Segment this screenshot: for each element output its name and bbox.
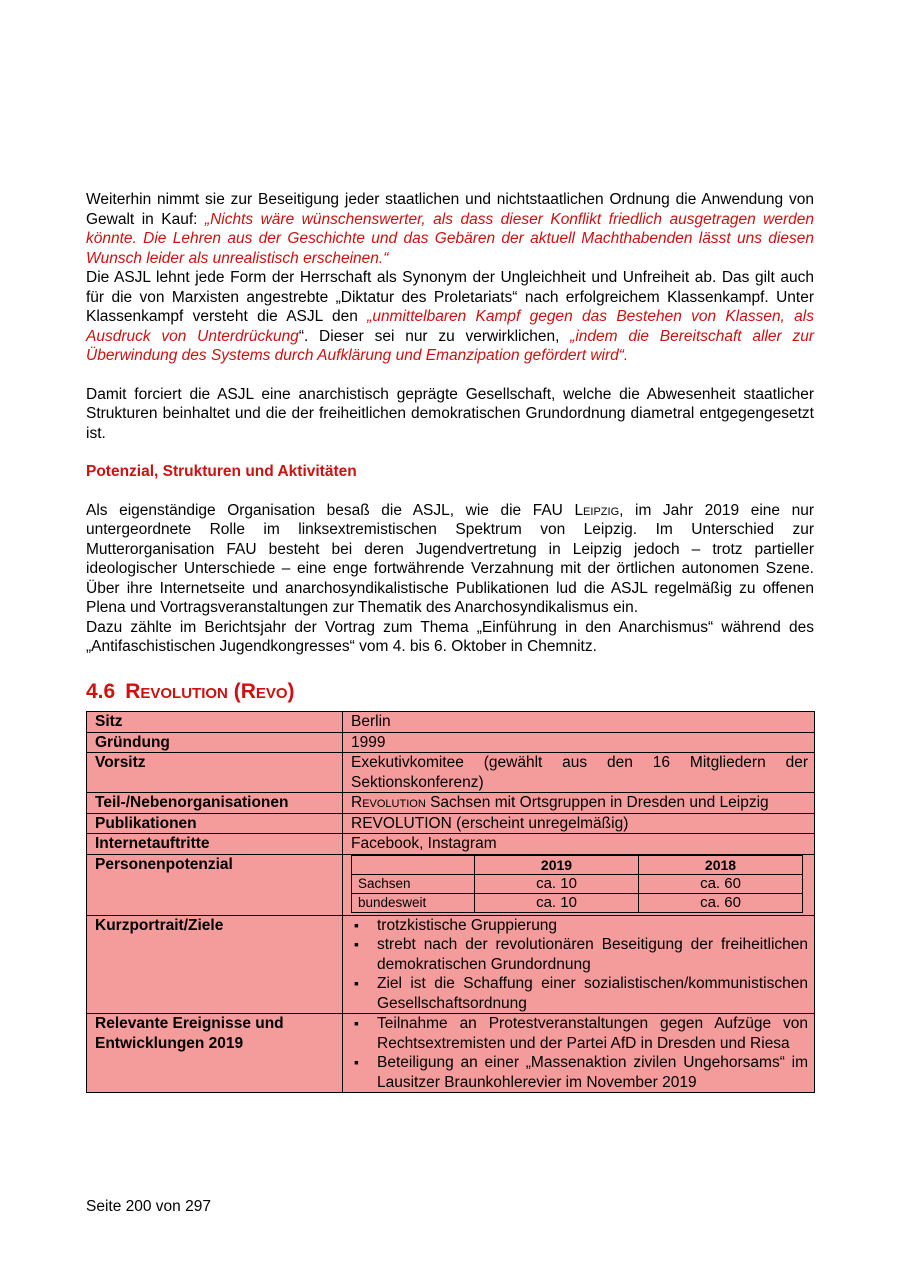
sub-heading: Potenzial, Strukturen und Aktivitäten [86, 463, 357, 480]
table-row [87, 732, 815, 753]
value-vorsitz: Exekutivkomitee (gewählt aus den 16 Mitgliedern der Sektionskonferenz) [343, 753, 815, 793]
paragraph-potential: Als eigenständige Organisation besaß die ASJL, wie die FAU Leipzig, im Jahr 2019 eine nur untergeordnete Rolle im linksextremistischen Spektrum von Leipzig. Im Unterschied zur Mutterorganisation FAU besteht bei deren Jugendvertretung in Leipzig jedoch – trotz partieller ideologischer Unterschiede – eine enge fortwährende Verzahnung mit der örtlichen autonomen Szene. Über ihre Internetseite und anarchosyndikalistische Publikationen lud die ASJL regelmäßig zu offenen Plena und Vortragsveranstaltungen zur Thematik des Anarchosyndikalismus ein. [86, 501, 814, 616]
paragraph-class-struggle: Die ASJL lehnt jede Form der Herrschaft als Synonym der Ungleichheit und Unfreiheit ab. Das gilt auch für die von Marxisten angestrebte „Diktatur des Proletariats“ nach erfolgreichem Klassenkampf. Unter Klassenkampf versteht die ASJL den „unmittelbaren Kampf gegen das Bestehen von Klassen, als Ausdruck von Unterdrückung“. Dieser sei nur zu verwirklichen, „indem die Bereitschaft aller zur Überwindung des Systems durch Aufklärung und Emanzipation gefördert wird“. [86, 269, 814, 364]
list-item: ▪ Ziel ist die Schaffung einer sozialistischen/kommunistischen Gesellschaftsordnung [351, 974, 808, 1013]
table-row [87, 753, 815, 793]
quote-class-struggle: „unmittelbaren Kampf gegen das Bestehen von Klassen, als Ausdruck von Unterdrückung [86, 308, 814, 345]
personenpotenzial-table [351, 855, 803, 913]
label-teilorganisationen: Teil-/Nebenorganisationen [87, 793, 343, 814]
value-sitz: Berlin [343, 712, 815, 733]
list-item: ▪ trotzkistische Gruppierung [351, 916, 808, 936]
table-row: bundesweit ca. 10 ca. 60 [352, 893, 803, 912]
table-row [87, 813, 815, 834]
paragraph-lecture: Dazu zählte im Berichtsjahr der Vortrag zum Thema „Einführung in den Anarchismus“ während des „Antifaschistischen Jugendkongresses“ vom 4. bis 6. Oktober in Chemnitz. [86, 618, 814, 655]
organization-profile-table [86, 711, 815, 1093]
table-row [87, 712, 815, 733]
value-kurzportrait [343, 915, 815, 1014]
label-kurzportrait: Kurzportrait/Ziele [87, 915, 343, 1014]
table-row [87, 854, 815, 915]
page-number: Seite 200 von 297 [86, 1198, 211, 1215]
value-internetauftritte: Facebook, Instagram [343, 834, 815, 855]
label-sitz: Sitz [87, 712, 343, 733]
section-heading: 4.6 Revolution (Revo) [86, 679, 295, 703]
value-publikationen: REVOLUTION (erscheint unregelmäßig) [343, 813, 815, 834]
list-item: ▪ strebt nach der revolutionären Beseitigung der freiheitlichen demokratischen Grundordnung [351, 935, 808, 974]
table-row [87, 915, 815, 1014]
quote-emancipation: „indem die Bereitschaft aller zur Überwindung des Systems durch Aufklärung und Emanzipation gefördert wird“. [86, 327, 814, 364]
table-row [87, 793, 815, 814]
label-ereignisse: Relevante Ereignisse und Entwicklungen 2019 [87, 1014, 343, 1093]
paragraph-anarchist-society: Damit forciert die ASJL eine anarchistisch geprägte Gesellschaft, welche die Abwesenheit staatlicher Strukturen beinhaltet und die der freiheitlichen demokratischen Grundordnung diametral entgegengesetzt ist. [86, 385, 814, 442]
label-vorsitz: Vorsitz [87, 753, 343, 793]
label-internetauftritte: Internetauftritte [87, 834, 343, 855]
value-teilorganisationen: Revolution Sachsen mit Ortsgruppen in Dresden und Leipzig [343, 793, 815, 814]
label-publikationen: Publikationen [87, 813, 343, 834]
value-gruendung: 1999 [343, 732, 815, 753]
bullet-list [351, 1014, 808, 1092]
table-row [87, 834, 815, 855]
table-row [87, 1014, 815, 1093]
label-personenpotenzial: Personenpotenzial [87, 854, 343, 915]
table-row: 2019 2018 [352, 855, 803, 874]
value-personenpotenzial [343, 854, 815, 915]
value-ereignisse [343, 1014, 815, 1093]
bullet-list [351, 916, 808, 1014]
label-gruendung: Gründung [87, 732, 343, 753]
list-item: ▪ Beteiligung an einer „Massenaktion zivilen Ungehorsams“ im Lausitzer Braunkohlerevier im November 2019 [351, 1053, 808, 1092]
list-item: ▪ Teilnahme an Protestveranstaltungen gegen Aufzüge von Rechtsextremisten und der Partei AfD in Dresden und Riesa [351, 1014, 808, 1053]
document-body [86, 190, 814, 705]
quote-violence: „Nichts wäre wünschenswerter, als dass dieser Konflikt friedlich ausgetragen werden könnte. Die Lehren aus der Geschichte und das Gebären der aktuell Machthabenden lässt uns diesen Wunsch leider als unrealistisch erscheinen.“ [86, 210, 815, 267]
paragraph-violence: Weiterhin nimmt sie zur Beseitigung jeder staatlichen und nichtstaatlichen Ordnung die Anwendung von Gewalt in Kauf: „Nichts wäre wünschenswerter, als dass dieser Konflikt friedlich ausgetragen werden könnte. Die Lehren aus der Geschichte und das Gebären der aktuell Machthabenden lässt uns diesen Wunsch leider als unrealistisch erscheinen.“ [86, 191, 815, 267]
table-row: Sachsen ca. 10 ca. 60 [352, 874, 803, 893]
